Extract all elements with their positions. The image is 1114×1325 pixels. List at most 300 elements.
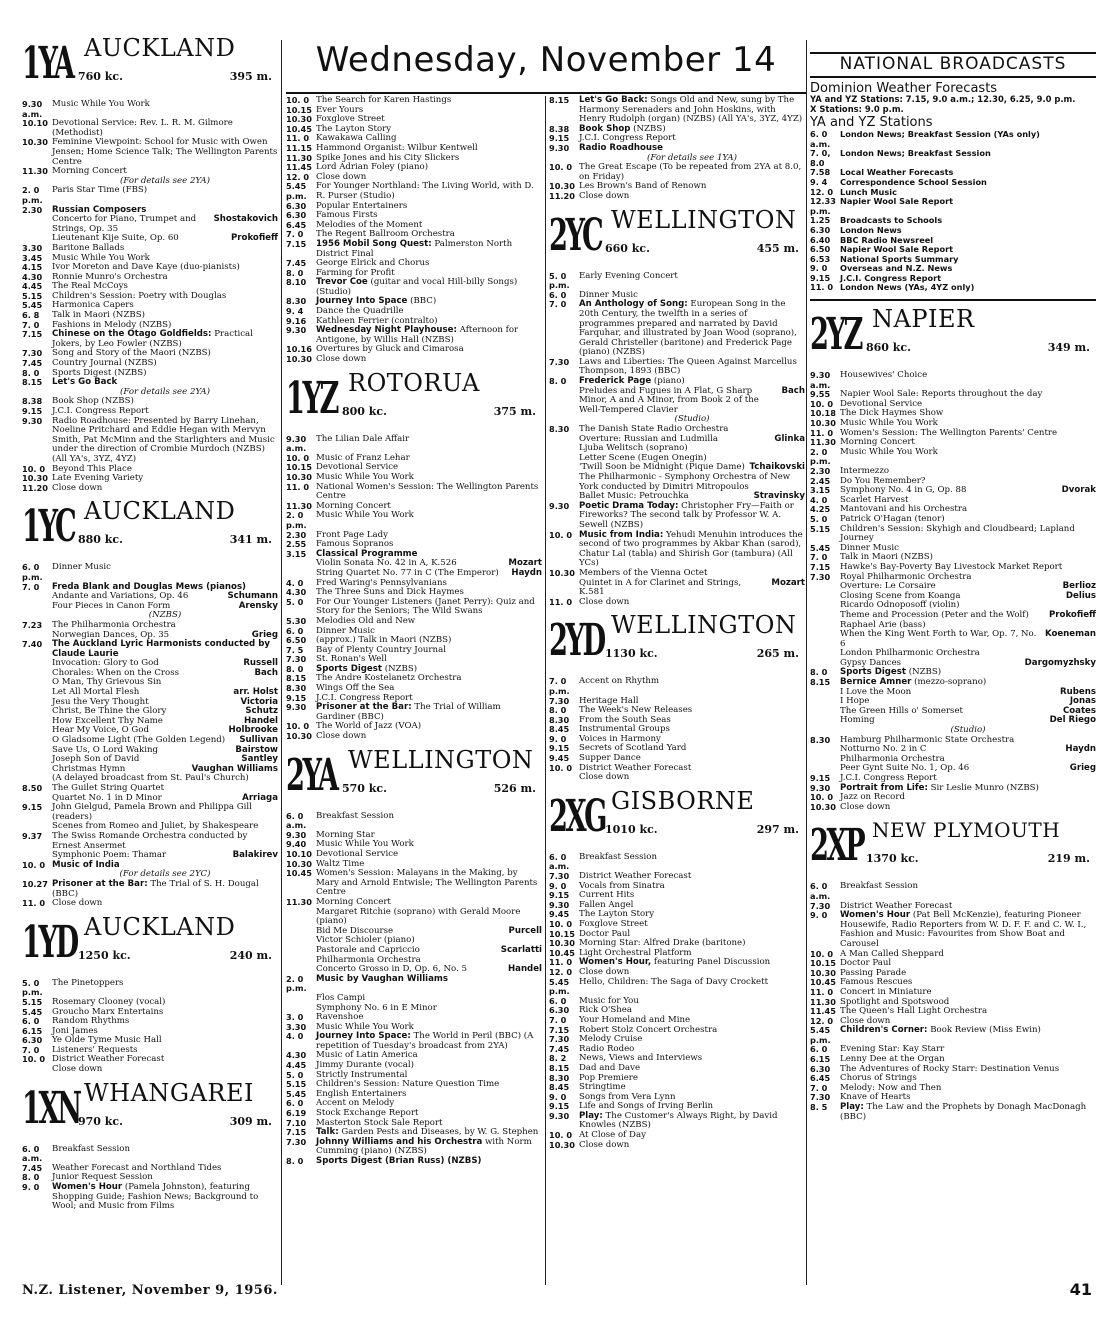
program-title: Feminine Viewpoint: School for Music with Owen Jensen; Home Science Talk; The Wellington Parents Centre xyxy=(52,137,278,167)
program-time: 10. 0 xyxy=(286,721,310,732)
program-title: Close down xyxy=(316,354,367,365)
program-title: Play: The Law and the Prophets by Donagh MacDonagh (BBC) xyxy=(840,1102,1087,1122)
station-city: WELLINGTON xyxy=(611,611,797,640)
program-title: O Man, Thy Grievous Sin xyxy=(52,677,162,688)
program-title: Radio Roadhouse xyxy=(579,142,663,153)
program-title: Royal Philharmonic Orchestra xyxy=(840,571,972,582)
program-title: Concerto Grosso in D, Op. 6, No. 5 xyxy=(316,964,467,975)
composer-name: Delius xyxy=(1065,590,1096,601)
program-row xyxy=(549,598,805,608)
program-time: 7.45 xyxy=(549,1043,570,1054)
program-title: Local Weather Forecasts xyxy=(840,167,954,178)
program-time: 7. 0 xyxy=(22,319,40,330)
program-title: Voices in Harmony xyxy=(579,733,661,744)
program-title: Chinese on the Otago Goldfields: Practical Jokers, by Leo Fowler (NZBS) xyxy=(52,329,253,349)
program-title: Pastorale and Capriccio xyxy=(316,944,420,955)
program-time: 10. 0 xyxy=(810,398,834,409)
program-title: Harmonica Capers xyxy=(52,300,134,311)
program-title: The Lilian Dale Affair xyxy=(316,433,410,444)
program-title: Masterton Stock Sale Report xyxy=(316,1117,443,1128)
program-title: Sports Digest (NZBS) xyxy=(52,367,147,378)
program-time: 7.15 xyxy=(810,561,831,572)
program-title: (approx.) Talk in Maori (NZBS) xyxy=(316,635,452,646)
program-title: Sports Digest (NZBS) xyxy=(840,667,942,678)
program-time: 9.30 xyxy=(286,702,307,713)
program-row xyxy=(286,598,542,617)
program-title: Hawke's Bay-Poverty Bay Livestock Market Report xyxy=(840,561,1063,572)
station-wavelength: 297 m. xyxy=(756,822,799,836)
program-title: (For details see 2YA) xyxy=(119,386,210,397)
program-title: J.C.I. Congress Report xyxy=(840,773,937,783)
program-title: Close down xyxy=(52,482,103,493)
program-time: 10. 0 xyxy=(22,463,46,474)
program-time: 2.45 xyxy=(810,475,831,486)
program-title: Children's Session: Poetry with Douglas xyxy=(52,290,227,301)
program-time: 3.30 xyxy=(22,242,43,253)
program-row xyxy=(810,882,1096,901)
program-title: District Weather Forecast xyxy=(840,900,953,911)
station-header-1yz xyxy=(286,368,542,431)
program-time: 9.30 a.m. xyxy=(22,99,43,119)
program-time: 9.15 xyxy=(549,890,570,901)
station-city: NEW PLYMOUTH xyxy=(872,818,1061,843)
program-row xyxy=(22,899,278,909)
program-time: 10. 0 xyxy=(549,162,573,173)
program-title: Ronnie Munro's Orchestra xyxy=(52,271,168,282)
program-list-1yc xyxy=(22,563,278,908)
program-title: Let's Go Back: Songs Old and New, sung by The Harmony Serenaders and John Hoskins, with Henry Rudolph (organ) (NZBS) (All YA's, 3YZ, 4YZ) xyxy=(579,95,803,125)
program-title: Music While You Work xyxy=(52,99,150,109)
station-frequency: 1250 kc. xyxy=(78,948,131,962)
program-time: 10.30 xyxy=(286,114,312,125)
program-time: 1.25 xyxy=(810,215,831,226)
program-title: Famous Sopranos xyxy=(316,539,394,550)
program-title: Song and Story of the Maori (NZBS) xyxy=(52,348,211,359)
program-row xyxy=(22,100,278,119)
program-time: 9.30 xyxy=(549,1110,570,1121)
program-row xyxy=(810,149,1096,168)
station-wavelength: 349 m. xyxy=(1047,341,1090,355)
program-row xyxy=(286,182,542,201)
program-title: Freda Blank and Douglas Mews (pianos) xyxy=(52,581,246,592)
program-time xyxy=(549,773,579,783)
program-time: 9.15 xyxy=(549,133,570,144)
program-time: 11.30 xyxy=(286,152,312,163)
program-title: Quartet No. 1 in D Minor xyxy=(52,792,162,803)
program-time: 11.30 xyxy=(810,996,836,1007)
program-title: Groucho Marx Entertains xyxy=(52,1006,164,1017)
program-title: Bid Me Discourse xyxy=(316,925,394,936)
program-title: Light Orchestral Platform xyxy=(579,947,692,958)
composer-name: Del Riego xyxy=(1049,715,1096,726)
program-title: Dinner Music xyxy=(316,625,375,636)
program-title: Fashions in Melody (NZBS) xyxy=(52,319,172,330)
program-time: 10. 0 xyxy=(22,859,46,870)
program-title: BBC Radio Newsreel xyxy=(840,234,934,245)
program-time: 8.10 xyxy=(286,277,307,288)
program-time: 8.30 xyxy=(286,683,307,694)
program-time: 7. 0 xyxy=(810,552,828,563)
program-title: Morning Concert xyxy=(840,437,915,448)
program-time: 12. 0 xyxy=(810,186,834,197)
program-time: 10. 0 xyxy=(810,792,834,803)
program-title: Breakfast Session xyxy=(52,1143,130,1154)
program-row xyxy=(549,978,805,997)
program-title: At Close of Day xyxy=(579,1130,646,1141)
program-row xyxy=(810,130,1096,149)
program-row xyxy=(549,387,805,416)
station-frequency: 1370 kc. xyxy=(866,852,919,866)
program-time: 6.45 xyxy=(810,1073,831,1084)
program-title: Spotlight and Spotswood xyxy=(840,996,950,1007)
program-list-1yd xyxy=(22,979,278,1075)
program-time: 11.20 xyxy=(549,190,575,201)
program-title: The Layton Story xyxy=(579,909,655,920)
program-time: 7.30 xyxy=(286,1136,307,1147)
program-time xyxy=(549,454,579,464)
program-title: Dance the Quadrille xyxy=(316,306,404,317)
program-time: 11.30 xyxy=(810,437,836,448)
program-title: Johnny Williams and his Orchestra with Norm Cumming (piano) (NZBS) xyxy=(316,1136,532,1157)
composer-name: Handel xyxy=(243,715,278,726)
program-title: Chorales: When on the Cross xyxy=(52,667,180,678)
program-time: 8.15 xyxy=(549,1062,570,1073)
program-title: I Hope xyxy=(840,696,870,707)
program-title: Sports Digest (Brian Russ) (NZBS) xyxy=(316,1156,482,1166)
program-time xyxy=(22,707,52,717)
program-row xyxy=(810,1103,1096,1122)
program-time: 6.15 xyxy=(810,1054,831,1065)
program-title: Dinner Music xyxy=(52,562,111,573)
program-title: London News (YAs, 4YZ only) xyxy=(840,282,975,293)
program-time xyxy=(286,956,316,966)
program-title: Close down xyxy=(579,190,630,201)
program-time xyxy=(810,707,840,717)
program-time: 9.15 xyxy=(286,692,307,703)
program-time: 8.15 xyxy=(22,377,43,388)
program-time: 6. 0 xyxy=(22,1016,40,1027)
program-title: Heritage Hall xyxy=(579,695,639,706)
program-row xyxy=(810,448,1096,467)
station-call-sign: 2YA xyxy=(286,749,337,801)
program-time: 9.15 xyxy=(549,743,570,754)
program-time: 5.15 xyxy=(810,523,831,534)
footer-issue: N.Z. Listener, November 9, 1956. xyxy=(22,1283,278,1298)
program-title: Violin Sonata No. 42 in A, K.526 xyxy=(316,558,457,569)
program-title: Music of Franz Lehar xyxy=(316,452,410,463)
program-time: 6. 0 p.m. xyxy=(22,562,43,582)
program-title: Broadcasts to Schools xyxy=(840,215,943,226)
program-row xyxy=(549,502,805,531)
composer-name: Purcell xyxy=(508,925,542,936)
program-title: Margaret Ritchie (soprano) with Gerald Moore (piano) xyxy=(316,906,521,927)
station-frequency: 800 kc. xyxy=(342,404,387,418)
program-title: Country Journal (NZBS) xyxy=(52,358,157,369)
program-title: Front Page Lady xyxy=(316,529,388,540)
program-row xyxy=(286,1138,542,1157)
program-time: 7.30 xyxy=(549,356,570,367)
program-time: 5.15 xyxy=(286,1079,307,1090)
program-title: Music of Latin America xyxy=(316,1050,418,1061)
program-title: Lieutenant Kije Suite, Op. 60 xyxy=(52,233,179,244)
program-time: 10.30 xyxy=(286,858,312,869)
program-title: Secrets of Scotland Yard xyxy=(579,743,687,754)
program-title: Andante and Variations, Op. 46 xyxy=(52,591,189,602)
program-title: Kawakawa Calling xyxy=(316,133,397,144)
station-call-sign: 1YZ xyxy=(286,372,337,424)
program-title: Weather Forecast and Northland Tides xyxy=(52,1162,222,1173)
program-time xyxy=(810,601,840,611)
program-title: Russian Composers xyxy=(52,204,147,215)
program-title: Current Hits xyxy=(579,890,635,901)
program-title: Lenny Dee at the Organ xyxy=(840,1054,945,1065)
program-title: Children's Corner: Book Review (Miss Ewin) xyxy=(840,1025,1041,1036)
station-call-sign: 2YC xyxy=(549,209,602,261)
program-title: Christ, Be Thine the Glory xyxy=(52,706,167,717)
program-time: 11. 0 xyxy=(549,957,573,968)
program-row xyxy=(286,703,542,722)
program-title: Close down xyxy=(840,1015,891,1026)
program-title: Concerto for Piano, Trumpet and Strings, Op. 35 xyxy=(52,214,197,234)
program-time: 8. 0 xyxy=(286,1156,304,1166)
program-title: Portrait from Life: Sir Leslie Munro (NZBS) xyxy=(840,782,1039,793)
program-time: 7.30 xyxy=(22,348,43,359)
program-row xyxy=(22,417,278,465)
program-title: An Anthology of Song: European Song in the 20th Century, the twelfth in a series of programmes prepared and narrated by David Farquhar, and illustrated by Joan Wood (soprano), Gerald Christeller (baritone) and Frederick Page (piano) (NZBS) xyxy=(579,299,797,358)
program-list-2xg xyxy=(549,853,805,1150)
station-wavelength: 219 m. xyxy=(1047,852,1090,866)
program-row xyxy=(22,832,278,851)
composer-name: Sullivan xyxy=(239,735,278,746)
program-row xyxy=(549,473,805,492)
program-time: 8. 0 xyxy=(286,267,304,278)
station-frequency: 1010 kc. xyxy=(605,822,658,836)
program-time: 6. 0 a.m. xyxy=(810,128,831,149)
program-title: Accent on Melody xyxy=(316,1098,395,1109)
program-list-2yz xyxy=(810,371,1096,812)
program-title: Intermezzo xyxy=(840,466,890,476)
program-title: Devotional Service: Rev. L. R. M. Gilmore (Methodist) xyxy=(52,118,233,138)
program-time: 11.20 xyxy=(22,482,48,493)
program-time: 8.30 xyxy=(810,734,831,745)
program-row xyxy=(22,803,278,822)
program-title: Ballet Music: Petrouchka xyxy=(579,491,689,502)
program-title: When the King Went Forth to War, Op. 7, No. 6 xyxy=(840,629,1037,649)
program-title: Vocals from Sinatra xyxy=(579,880,665,891)
program-time xyxy=(549,579,579,598)
program-title: Lord Adrian Foley (piano) xyxy=(316,162,429,173)
program-title: Stock Exchange Report xyxy=(316,1108,419,1119)
program-time: 6.15 xyxy=(22,1025,43,1036)
program-row xyxy=(22,186,278,205)
program-time: 8. 0 xyxy=(22,1172,40,1183)
station-frequency: 660 kc. xyxy=(605,241,650,255)
program-title: Overseas and N.Z. News xyxy=(840,263,953,274)
program-row xyxy=(286,1032,542,1051)
program-time: 10. 0 xyxy=(549,762,573,773)
station-frequency: 1130 kc. xyxy=(605,647,658,661)
program-title: Rick O'Shea xyxy=(579,1005,633,1016)
program-list-1yz xyxy=(286,435,542,742)
program-list-1ya xyxy=(22,100,278,493)
program-time: 6. 0 a.m. xyxy=(286,810,307,831)
program-title: Book Shop (NZBS) xyxy=(579,123,666,134)
composer-name: Jonas xyxy=(1069,696,1096,707)
program-title: Napier Wool Sale Report xyxy=(840,196,954,207)
program-time: 6. 0 xyxy=(549,289,567,300)
program-title: Four Pieces in Canon Form xyxy=(52,600,171,611)
program-time: 3.15 xyxy=(286,548,307,559)
program-time xyxy=(549,387,579,416)
program-row xyxy=(22,215,278,234)
program-time: 9.30 a.m. xyxy=(810,370,831,390)
program-time: 10.15 xyxy=(286,104,312,115)
program-row xyxy=(22,880,278,899)
program-title: Kathleen Ferrier (contralto) xyxy=(316,315,438,326)
program-row xyxy=(549,773,805,783)
program-time: 7. 0 xyxy=(22,581,40,592)
program-title: Radio Roadhouse: Presented by Barry Linehan, Noeline Pritchard and Eddie Hegan with Mervyn Smith, Pat McMinn and the Starlighters and Music under the direction of Crombie Murdoch (NZBS) (All YA's, 3YZ, 4YZ) xyxy=(52,415,275,464)
station-header-1yd xyxy=(22,912,278,975)
program-row xyxy=(549,579,805,598)
program-title: The Regent Ballroom Orchestra xyxy=(316,229,455,240)
composer-name: Grieg xyxy=(251,629,278,640)
program-title: Accent on Rhythm xyxy=(579,676,660,687)
program-title: From the South Seas xyxy=(579,714,671,725)
program-time: 9.15 xyxy=(549,1101,570,1112)
program-time: 5.15 xyxy=(22,290,43,301)
program-row xyxy=(286,975,542,994)
program-time: 2. 0 p.m. xyxy=(810,446,831,467)
program-title: Hello, Children: The Saga of Davy Crockett xyxy=(579,976,769,987)
program-title: Closing Scene from Koanga xyxy=(840,590,961,601)
program-time: 5.45 p.m. xyxy=(286,181,307,201)
station-header-1xn xyxy=(22,1078,278,1141)
program-time: 4.30 xyxy=(22,271,43,282)
program-time: 9. 0 xyxy=(810,263,828,274)
program-time: 9.15 xyxy=(22,406,43,416)
composer-name: Handel xyxy=(507,964,542,975)
program-row xyxy=(22,484,278,494)
program-row xyxy=(549,96,805,125)
program-title: Fred Waring's Pennsylvanians xyxy=(316,577,447,588)
program-title: The Great Escape (To be repeated from 2YA at 8.0, on Friday) xyxy=(579,162,802,182)
program-title: Symphony No. 6 in E Minor xyxy=(316,1002,437,1013)
composer-name: Koeneman xyxy=(1044,629,1096,640)
program-time: 8.30 xyxy=(549,714,570,725)
program-time: 6.30 xyxy=(810,1063,831,1074)
program-time: 6. 0 xyxy=(286,1098,304,1109)
program-title: Music While You Work xyxy=(840,418,938,429)
program-row xyxy=(549,300,805,358)
program-time xyxy=(22,659,52,669)
column-4 xyxy=(810,52,1096,1122)
program-title: London News; Breakfast Session xyxy=(840,148,991,159)
station-wavelength: 395 m. xyxy=(229,70,272,83)
program-title: The Week's New Releases xyxy=(579,705,693,716)
program-title: Melody: Now and Then xyxy=(840,1082,942,1093)
station-header-2xg xyxy=(549,786,805,849)
program-title: (A delayed broadcast from St. Paul's Church) xyxy=(52,773,249,784)
station-city: NAPIER xyxy=(872,305,975,334)
program-title: Devotional Service xyxy=(316,849,399,859)
composer-name: Arriaga xyxy=(242,792,278,803)
program-time xyxy=(286,908,316,927)
program-row xyxy=(549,677,805,696)
program-time: 9.40 xyxy=(286,839,307,850)
program-time xyxy=(22,688,52,698)
program-title: Let All Mortal Flesh xyxy=(52,687,140,698)
program-time: 6.40 xyxy=(810,234,831,245)
program-time: 9.15 xyxy=(22,802,43,813)
program-time: 9.30 xyxy=(549,500,570,511)
program-title: Beyond This Place xyxy=(52,463,132,474)
program-title: Breakfast Session xyxy=(316,810,394,821)
program-title: Scenes from Romeo and Juliet, by Shakespeare xyxy=(52,821,259,832)
program-time: 9. 4 xyxy=(810,176,828,187)
program-title: Junior Request Session xyxy=(52,1172,153,1183)
program-title: Ravenshoe xyxy=(316,1012,364,1023)
program-time: 9. 4 xyxy=(286,306,304,317)
program-time: 9. 0 xyxy=(810,910,828,921)
national-program-list xyxy=(810,130,1096,293)
program-title: Hamburg Philharmonic State Orchestra xyxy=(840,734,1015,745)
program-time: 5. 0 p.m. xyxy=(549,270,570,291)
program-time xyxy=(22,215,52,234)
program-time: 3.15 xyxy=(810,485,831,496)
program-time: 11. 0 xyxy=(549,596,573,607)
program-time: 7.45 xyxy=(22,1162,43,1173)
program-title: Homing xyxy=(840,715,875,726)
program-title: Morning Concert xyxy=(52,166,127,177)
program-time: 5.45 xyxy=(286,1088,307,1099)
program-time: 10.30 xyxy=(549,938,575,949)
program-title: Women's Session: The Wellington Parents' Centre xyxy=(840,427,1058,438)
composer-name: arr. Holst xyxy=(233,687,278,698)
program-time: 9. 0 xyxy=(549,880,567,891)
program-title: Close down xyxy=(316,171,367,182)
station-header-1yc xyxy=(22,497,278,559)
program-title: London Philharmonic Orchestra xyxy=(840,648,980,659)
program-title: Patrick O'Hagan (tenor) xyxy=(840,513,945,524)
program-time: 8. 5 xyxy=(810,1102,828,1113)
program-title: The Dick Haymes Show xyxy=(840,408,944,419)
program-title: Mantovani and his Orchestra xyxy=(840,504,968,515)
program-time: 7. 0 xyxy=(549,299,567,310)
program-title: Close down xyxy=(52,1064,103,1075)
program-time: 6.30 xyxy=(286,200,307,211)
program-time: 6.53 xyxy=(810,253,831,264)
program-title: Pop Premiere xyxy=(579,1072,638,1083)
station-header-2xp xyxy=(810,818,1096,878)
composer-name: Grieg xyxy=(1069,763,1096,774)
composer-name: Arensky xyxy=(238,600,278,611)
composer-name: Rubens xyxy=(1060,686,1096,697)
program-title: Instrumental Groups xyxy=(579,724,670,735)
national-broadcasts-title: NATIONAL BROADCASTS xyxy=(810,52,1096,78)
program-time: 10.30 xyxy=(810,967,836,978)
program-title: I Love the Moon xyxy=(840,686,912,697)
program-title: J.C.I. Congress Report xyxy=(52,406,149,416)
program-row xyxy=(22,1145,278,1164)
program-time xyxy=(810,649,840,659)
header-rule xyxy=(286,92,806,94)
program-row xyxy=(549,1141,805,1151)
program-row xyxy=(549,272,805,291)
program-title: The Search for Karen Hastings xyxy=(316,95,452,105)
program-title: The Layton Story xyxy=(316,123,392,134)
program-row xyxy=(286,355,542,365)
